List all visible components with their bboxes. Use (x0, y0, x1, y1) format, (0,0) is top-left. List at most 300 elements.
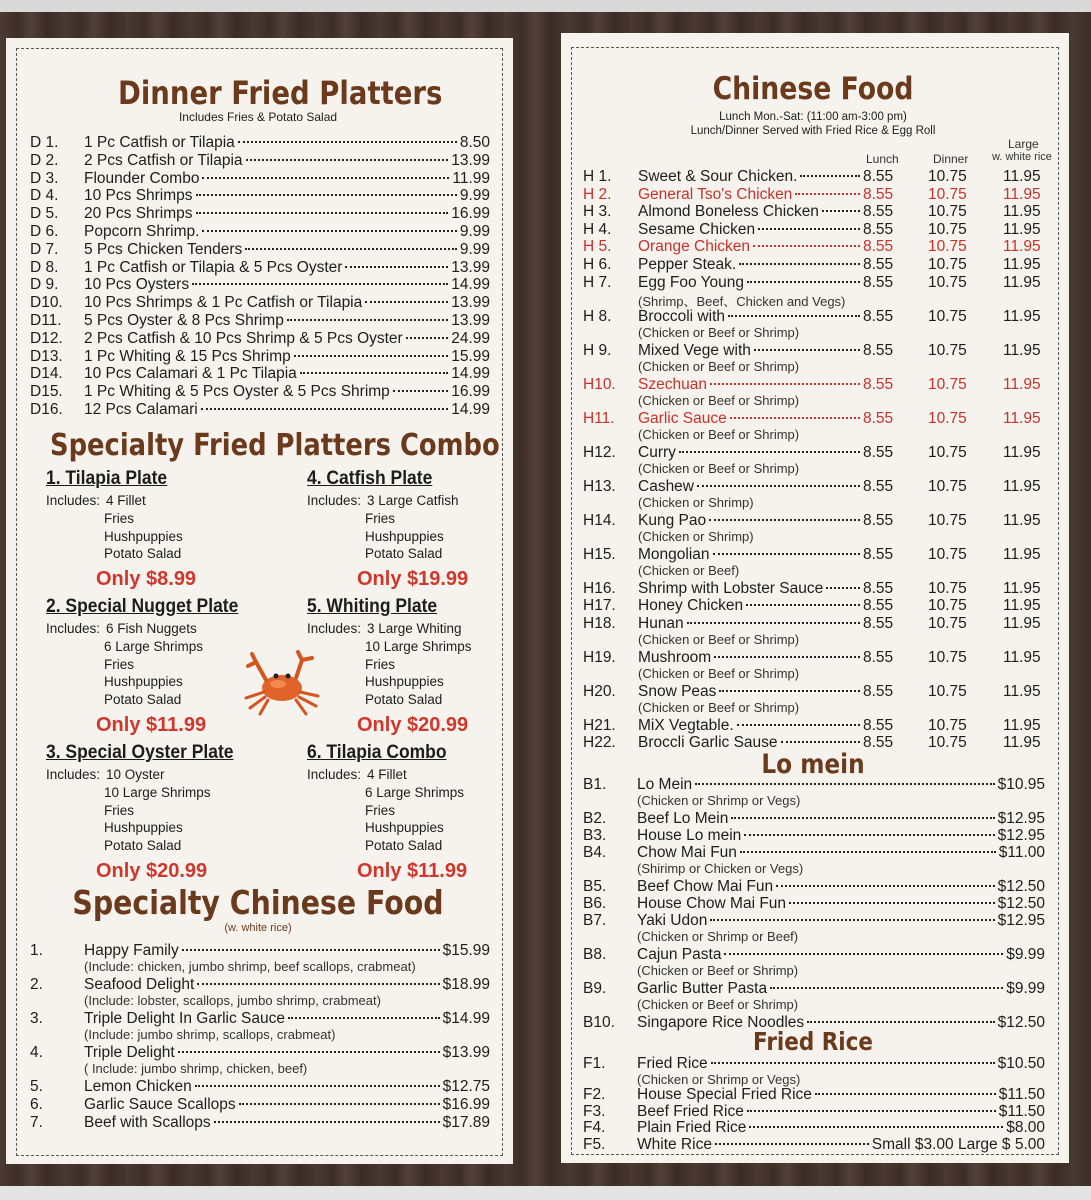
lomein-note: (Chicken or Shrimp or Vegs) (637, 793, 801, 808)
chinese-row (583, 478, 1053, 496)
specialty-title: Specialty Chinese Food (72, 883, 444, 922)
item-price: $12.50 (997, 895, 1045, 912)
item-code: 7. (30, 1114, 43, 1131)
platter-row (30, 259, 490, 277)
price-columns (863, 597, 1053, 615)
item-price: $12.50 (997, 878, 1045, 895)
lunch-price: 8.55 (863, 579, 894, 597)
specialty-row (30, 942, 490, 960)
item-name: 2 Pcs Catfish or Tilapia (84, 151, 243, 169)
item-code: 1. (30, 942, 43, 959)
item-name: Garlic Sauce (638, 409, 727, 427)
platter-row (30, 152, 490, 170)
combo-item: 6 Large Shrimps (104, 638, 204, 654)
dot-leader (182, 949, 440, 951)
dot-leader (728, 315, 860, 317)
price-columns (863, 274, 1053, 292)
large-price: 11.95 (1003, 597, 1041, 615)
col-lunch-header: Lunch (866, 152, 899, 166)
lomein-title: Lo mein (761, 749, 865, 780)
dot-leader (202, 177, 449, 179)
item-name: Cashew (638, 477, 694, 495)
fried-rice-row (583, 1136, 1045, 1154)
lomein-note: (Chicken or Beef or Shrimp) (637, 997, 799, 1012)
platter-row (30, 205, 490, 223)
item-name: General Tso's Chicken (638, 185, 793, 203)
combo-item: Hushpuppies (365, 674, 444, 690)
dot-leader (687, 622, 860, 624)
combo-item: 6 Large Shrimps (365, 784, 465, 800)
lomein-row (583, 980, 1045, 998)
dot-leader (747, 1110, 996, 1112)
lunch-price: 8.55 (863, 273, 894, 291)
lomein-row (583, 912, 1045, 930)
chinese-note: (Chicken or Beef or Shrimp) (638, 393, 800, 409)
dinner-price: 10.75 (928, 734, 967, 752)
lunch-price: 8.55 (863, 409, 894, 427)
item-code: D10. (30, 294, 63, 312)
lomein-row (583, 878, 1045, 896)
dot-leader (753, 245, 860, 247)
dot-leader (730, 417, 860, 419)
specialty-row (30, 1114, 490, 1132)
item-name: Fried Rice (637, 1055, 708, 1072)
lomein-row (583, 946, 1045, 964)
large-price: 11.95 (1003, 579, 1041, 597)
item-code: B6. (583, 895, 607, 912)
dot-leader (365, 301, 448, 303)
col-dinner-header: Dinner (933, 152, 969, 166)
item-code: F3. (583, 1102, 606, 1120)
item-name: 10 Pcs Calamari & 1 Pc Tilapia (84, 365, 297, 383)
dot-leader (709, 519, 860, 521)
specialty-row (30, 1078, 490, 1096)
right-menu-panel (561, 33, 1069, 1163)
includes-label: Includes: (307, 493, 362, 508)
col-large-sub-header: w. white rice (992, 151, 1052, 163)
item-name: Broccoli with (638, 307, 725, 325)
platter-row (30, 330, 490, 348)
dot-leader (196, 194, 457, 196)
item-name: 5 Pcs Oyster & 8 Pcs Shrimp (84, 312, 284, 329)
platter-row (30, 223, 490, 241)
large-price: 11.95 (1003, 375, 1041, 393)
large-price: 11.95 (1003, 341, 1041, 359)
lunch-price: 8.55 (863, 477, 894, 495)
lunch-price: 8.55 (863, 375, 894, 393)
item-name: Curry (638, 443, 676, 461)
dot-leader (300, 372, 448, 374)
chinese-note: (Chicken or Beef or Shrimp) (638, 325, 800, 341)
dot-leader (746, 604, 860, 606)
item-code: D 4. (30, 187, 59, 205)
item-code: B9. (583, 980, 607, 997)
large-price: 11.95 (1003, 716, 1041, 734)
dot-leader (246, 159, 449, 161)
item-name: Szechuan (638, 375, 707, 393)
chinese-row (583, 342, 1053, 360)
large-price: 11.95 (1003, 734, 1041, 752)
item-code: H 8. (583, 307, 612, 325)
lomein-note: (Chicken or Beef or Shrimp) (637, 963, 799, 978)
left-menu-panel (6, 38, 513, 1164)
item-price: $13.99 (442, 1044, 490, 1061)
combo-plate-title: 6. Tilapia Combo (307, 742, 447, 763)
chinese-note: (Chicken or Beef or Shrimp) (638, 359, 800, 375)
combo-item: Fries (104, 802, 134, 818)
item-name: Lo Mein (637, 776, 693, 793)
dot-leader (202, 230, 456, 232)
item-name: Beef Chow Mai Fun (637, 878, 774, 895)
dot-leader (697, 485, 860, 487)
dinner-price: 10.75 (928, 579, 967, 597)
item-code: D 6. (30, 223, 59, 240)
item-code: B7. (583, 912, 607, 929)
chinese-row (583, 203, 1053, 221)
chinese-row (583, 221, 1053, 239)
includes-label: Includes: (307, 621, 362, 636)
dot-leader (239, 1103, 440, 1105)
dot-leader (197, 983, 439, 985)
item-price: $12.95 (997, 810, 1045, 827)
item-name: MiX Vegtable. (638, 716, 734, 734)
item-code: 4. (30, 1044, 43, 1061)
item-name: Shrimp with Lobster Sauce (638, 579, 824, 597)
price-columns (863, 734, 1053, 752)
item-code: 5. (30, 1078, 43, 1095)
chinese-row (583, 410, 1053, 428)
dot-leader (196, 212, 449, 214)
dot-leader (719, 690, 860, 692)
item-price: $9.99 (1006, 946, 1045, 963)
item-price: 24.99 (451, 329, 490, 347)
item-code: F5. (583, 1135, 606, 1153)
item-name: 1 Pc Catfish or Tilapia (84, 134, 235, 151)
item-name: Popcorn Shrimp. (84, 223, 200, 240)
dinner-platters-title: Dinner Fried Platters (118, 74, 443, 112)
dinner-price: 10.75 (928, 256, 967, 273)
platter-row (30, 294, 490, 312)
chinese-row (583, 717, 1053, 735)
combo-item: Potato Salad (365, 838, 443, 854)
item-price: $12.50 (997, 1014, 1045, 1031)
item-price: 8.50 (459, 134, 490, 151)
specialty-row (30, 976, 490, 994)
item-name: Almond Boneless Chicken (638, 203, 819, 221)
item-name: Garlic Butter Pasta (637, 980, 768, 997)
item-price: $10.50 (997, 1055, 1045, 1072)
lunch-price: 8.55 (863, 648, 894, 666)
item-name: Sesame Chicken (638, 220, 756, 238)
chinese-row (583, 256, 1053, 274)
chinese-row (583, 546, 1053, 564)
combo-price: Only $11.99 (96, 714, 207, 736)
item-price: $8.00 (1006, 1119, 1045, 1136)
item-name: 5 Pcs Chicken Tenders (84, 240, 243, 258)
item-name: Singapore Rice Noodles (637, 1014, 805, 1031)
dinner-price: 10.75 (928, 614, 967, 632)
includes-label: Includes: (46, 767, 101, 782)
item-price: 14.99 (451, 365, 490, 383)
large-price: 11.95 (1003, 273, 1041, 291)
dot-leader (715, 1143, 869, 1145)
dot-leader (807, 1021, 994, 1023)
item-code: D12. (30, 329, 63, 347)
price-columns (863, 342, 1053, 360)
platter-row (30, 348, 490, 366)
dot-leader (826, 587, 860, 589)
lunch-price: 8.55 (863, 597, 894, 615)
item-price: $18.99 (442, 976, 490, 993)
lunch-price: 8.55 (863, 185, 894, 203)
platter-row (30, 134, 490, 152)
combo-plate-title: 2. Special Nugget Plate (46, 596, 239, 617)
lunch-price: 8.55 (863, 682, 894, 700)
lomein-row (583, 895, 1045, 913)
item-name: House Chow Mai Fun (637, 895, 787, 912)
includes-label: Includes: (307, 767, 362, 782)
chinese-note: (Chicken or Beef or Shrimp) (638, 666, 800, 682)
item-name: 1 Pc Catfish or Tilapia & 5 Pcs Oyster (84, 258, 343, 276)
lomein-note: (Chicken or Shrimp or Beef) (637, 929, 799, 944)
item-name: Pepper Steak. (638, 256, 737, 273)
item-name: Plain Fried Rice (637, 1119, 747, 1136)
dot-leader (245, 248, 457, 250)
chinese-row (583, 168, 1053, 186)
specialty-note: (Include: lobster, scallops, jumbo shrimp, crabmeat) (84, 993, 381, 1008)
price-columns (863, 512, 1053, 530)
item-code: D 5. (30, 205, 59, 223)
item-code: D13. (30, 347, 63, 365)
dinner-price: 10.75 (928, 682, 967, 700)
item-code: D 3. (30, 169, 59, 187)
combo-title: Specialty Fried Platters Combo (50, 428, 500, 463)
chinese-row (583, 649, 1053, 667)
item-code: H 2. (583, 185, 612, 203)
dot-leader (789, 902, 995, 904)
platter-row (30, 170, 490, 188)
chinese-note: (Chicken or Beef) (638, 563, 740, 579)
item-code: D 9. (30, 276, 59, 294)
combo-price: Only $20.99 (357, 714, 469, 736)
item-code: H11. (583, 409, 615, 427)
served-with-note: Lunch/Dinner Served with Fried Rice & Egg Roll (690, 125, 936, 137)
dinner-price: 10.75 (928, 477, 967, 495)
bottom-strip (0, 1186, 1091, 1200)
dot-leader (345, 266, 448, 268)
item-code: H 3. (583, 203, 612, 221)
dot-leader (749, 1126, 1003, 1128)
item-name: Cajun Pasta (637, 946, 722, 963)
chinese-row (583, 274, 1053, 292)
platter-row (30, 241, 490, 259)
lomein-row (583, 776, 1045, 794)
dot-leader (711, 1062, 995, 1064)
combo-item: 6 Fish Nuggets (106, 621, 197, 636)
platter-row (30, 365, 490, 383)
item-code: H 7. (583, 273, 612, 291)
fried-rice-row (583, 1103, 1045, 1121)
item-price: 11.99 (452, 169, 490, 187)
combo-item: Fries (365, 656, 395, 672)
platter-row (30, 383, 490, 401)
platter-row (30, 401, 490, 419)
dot-leader (781, 741, 860, 743)
item-name: 1 Pc Whiting & 5 Pcs Oyster & 5 Pcs Shrimp (84, 383, 390, 401)
dot-leader (201, 408, 448, 410)
combo-plate-title: 5. Whiting Plate (307, 596, 438, 617)
item-name: 1 Pc Whiting & 15 Pcs Shrimp (84, 347, 291, 365)
combo-item: Hushpuppies (365, 528, 444, 544)
item-price: $17.89 (442, 1114, 490, 1131)
item-name: Orange Chicken (638, 238, 751, 256)
dinner-price: 10.75 (928, 341, 967, 359)
chinese-row (583, 238, 1053, 256)
item-code: H17. (583, 597, 616, 615)
price-columns (863, 683, 1053, 701)
dot-leader (740, 851, 996, 853)
dot-leader (714, 656, 860, 658)
dot-leader (288, 1017, 440, 1019)
chinese-note: (Chicken or Beef or Shrimp) (638, 700, 800, 716)
large-price: 11.95 (1003, 477, 1041, 495)
combo-item: 10 Large Shrimps (104, 784, 211, 800)
dinner-price: 10.75 (928, 375, 967, 393)
dot-leader (770, 987, 1003, 989)
chinese-row (583, 186, 1053, 204)
lunch-price: 8.55 (863, 734, 894, 752)
dinner-price: 10.75 (928, 307, 967, 325)
specialty-note: (Include: jumbo shrimp, scallops, crabmeat) (84, 1027, 336, 1042)
specialty-row (30, 1010, 490, 1028)
item-code: B5. (583, 878, 607, 895)
chinese-note: (Chicken or Beef or Shrimp) (638, 461, 800, 477)
lunch-price: 8.55 (863, 203, 894, 221)
item-price: $12.95 (997, 827, 1045, 844)
lunch-price: 8.55 (863, 238, 894, 256)
dot-leader (393, 390, 448, 392)
lunch-price: 8.55 (863, 545, 894, 563)
combo-item: Hushpuppies (104, 820, 183, 836)
combo-price: Only $11.99 (357, 860, 468, 882)
combo-price: Only $19.99 (357, 568, 469, 591)
dot-leader (744, 834, 994, 836)
large-price: 11.95 (1003, 682, 1041, 700)
item-code: B2. (583, 810, 607, 827)
item-name: Kung Pao (638, 511, 707, 529)
item-code: H21. (583, 716, 616, 734)
item-name: Hunan (638, 614, 684, 632)
item-name: White Rice (637, 1135, 712, 1153)
combo-item: Potato Salad (104, 692, 182, 708)
lomein-row (583, 844, 1045, 862)
item-price: Small $3.00 Large $ 5.00 (871, 1135, 1045, 1153)
item-code: H 6. (583, 256, 612, 273)
col-large-header: Large (1008, 137, 1039, 151)
dot-leader (406, 337, 448, 339)
chinese-row (583, 444, 1053, 462)
dot-leader (713, 553, 860, 555)
item-code: B10. (583, 1014, 615, 1031)
item-name: Mongolian (638, 545, 710, 563)
chinese-row (583, 683, 1053, 701)
price-columns (863, 615, 1053, 633)
item-code: D 7. (30, 240, 59, 258)
combo-item: Fries (365, 510, 395, 526)
dinner-price: 10.75 (928, 511, 967, 529)
item-code: H16. (583, 579, 616, 597)
chinese-row (583, 615, 1053, 633)
item-code: H12. (583, 443, 616, 461)
dot-leader (287, 319, 448, 321)
item-name: Chow Mai Fun (637, 844, 737, 861)
large-price: 11.95 (1003, 185, 1041, 203)
chinese-row (583, 597, 1053, 615)
dinner-price: 10.75 (928, 203, 967, 221)
item-name: 20 Pcs Shrimps (84, 205, 193, 223)
item-name: Sweet & Sour Chicken. (638, 168, 798, 185)
item-name: Mushroom (638, 648, 712, 666)
lomein-row (583, 810, 1045, 828)
dot-leader (747, 281, 860, 283)
platter-row (30, 187, 490, 205)
item-price: 13.99 (451, 312, 490, 329)
item-code: B4. (583, 844, 607, 861)
lunch-price: 8.55 (863, 614, 894, 632)
dinner-price: 10.75 (928, 716, 967, 734)
large-price: 11.95 (1003, 614, 1041, 632)
item-name: Snow Peas (638, 682, 717, 700)
lunch-price: 8.55 (863, 341, 894, 359)
item-code: D 1. (30, 134, 59, 151)
large-price: 11.95 (1003, 648, 1041, 666)
combo-item: Potato Salad (365, 546, 443, 562)
dot-leader (710, 383, 860, 385)
item-code: H18. (583, 614, 616, 632)
item-name: 12 Pcs Calamari (84, 401, 198, 418)
combo-price: Only $20.99 (96, 860, 208, 882)
chinese-note: (Chicken or Shrimp) (638, 495, 754, 511)
includes-label: Includes: (46, 621, 101, 636)
combo-item: 3 Large Catfish (367, 493, 459, 508)
large-price: 11.95 (1003, 511, 1041, 529)
item-name: 10 Pcs Shrimps (84, 187, 193, 205)
price-columns (863, 221, 1053, 239)
item-price: 13.99 (451, 294, 490, 312)
dot-leader (754, 349, 860, 351)
dinner-price: 10.75 (928, 545, 967, 563)
specialty-note: (Include: chicken, jumbo shrimp, beef scallops, crabmeat) (84, 959, 416, 974)
item-name: 2 Pcs Catfish & 10 Pcs Shrimp & 5 Pcs Oyster (84, 329, 403, 347)
dot-leader (776, 885, 994, 887)
dinner-price: 10.75 (928, 443, 967, 461)
item-name: Egg Foo Young (638, 273, 745, 291)
chinese-row (583, 376, 1053, 394)
item-code: H 9. (583, 341, 612, 359)
dinner-price: 10.75 (928, 648, 967, 666)
large-price: 11.95 (1003, 443, 1041, 461)
lunch-price: 8.55 (863, 168, 894, 185)
chinese-note: (Chicken or Beef or Shrimp) (638, 632, 800, 648)
item-name: Garlic Sauce Scallops (84, 1096, 236, 1113)
dinner-price: 10.75 (928, 273, 967, 291)
combo-item: Fries (104, 510, 134, 526)
price-columns (863, 410, 1053, 428)
dinner-price: 10.75 (928, 409, 967, 427)
chinese-row (583, 512, 1053, 530)
top-strip (0, 0, 1091, 12)
fried-rice-row (583, 1055, 1045, 1073)
